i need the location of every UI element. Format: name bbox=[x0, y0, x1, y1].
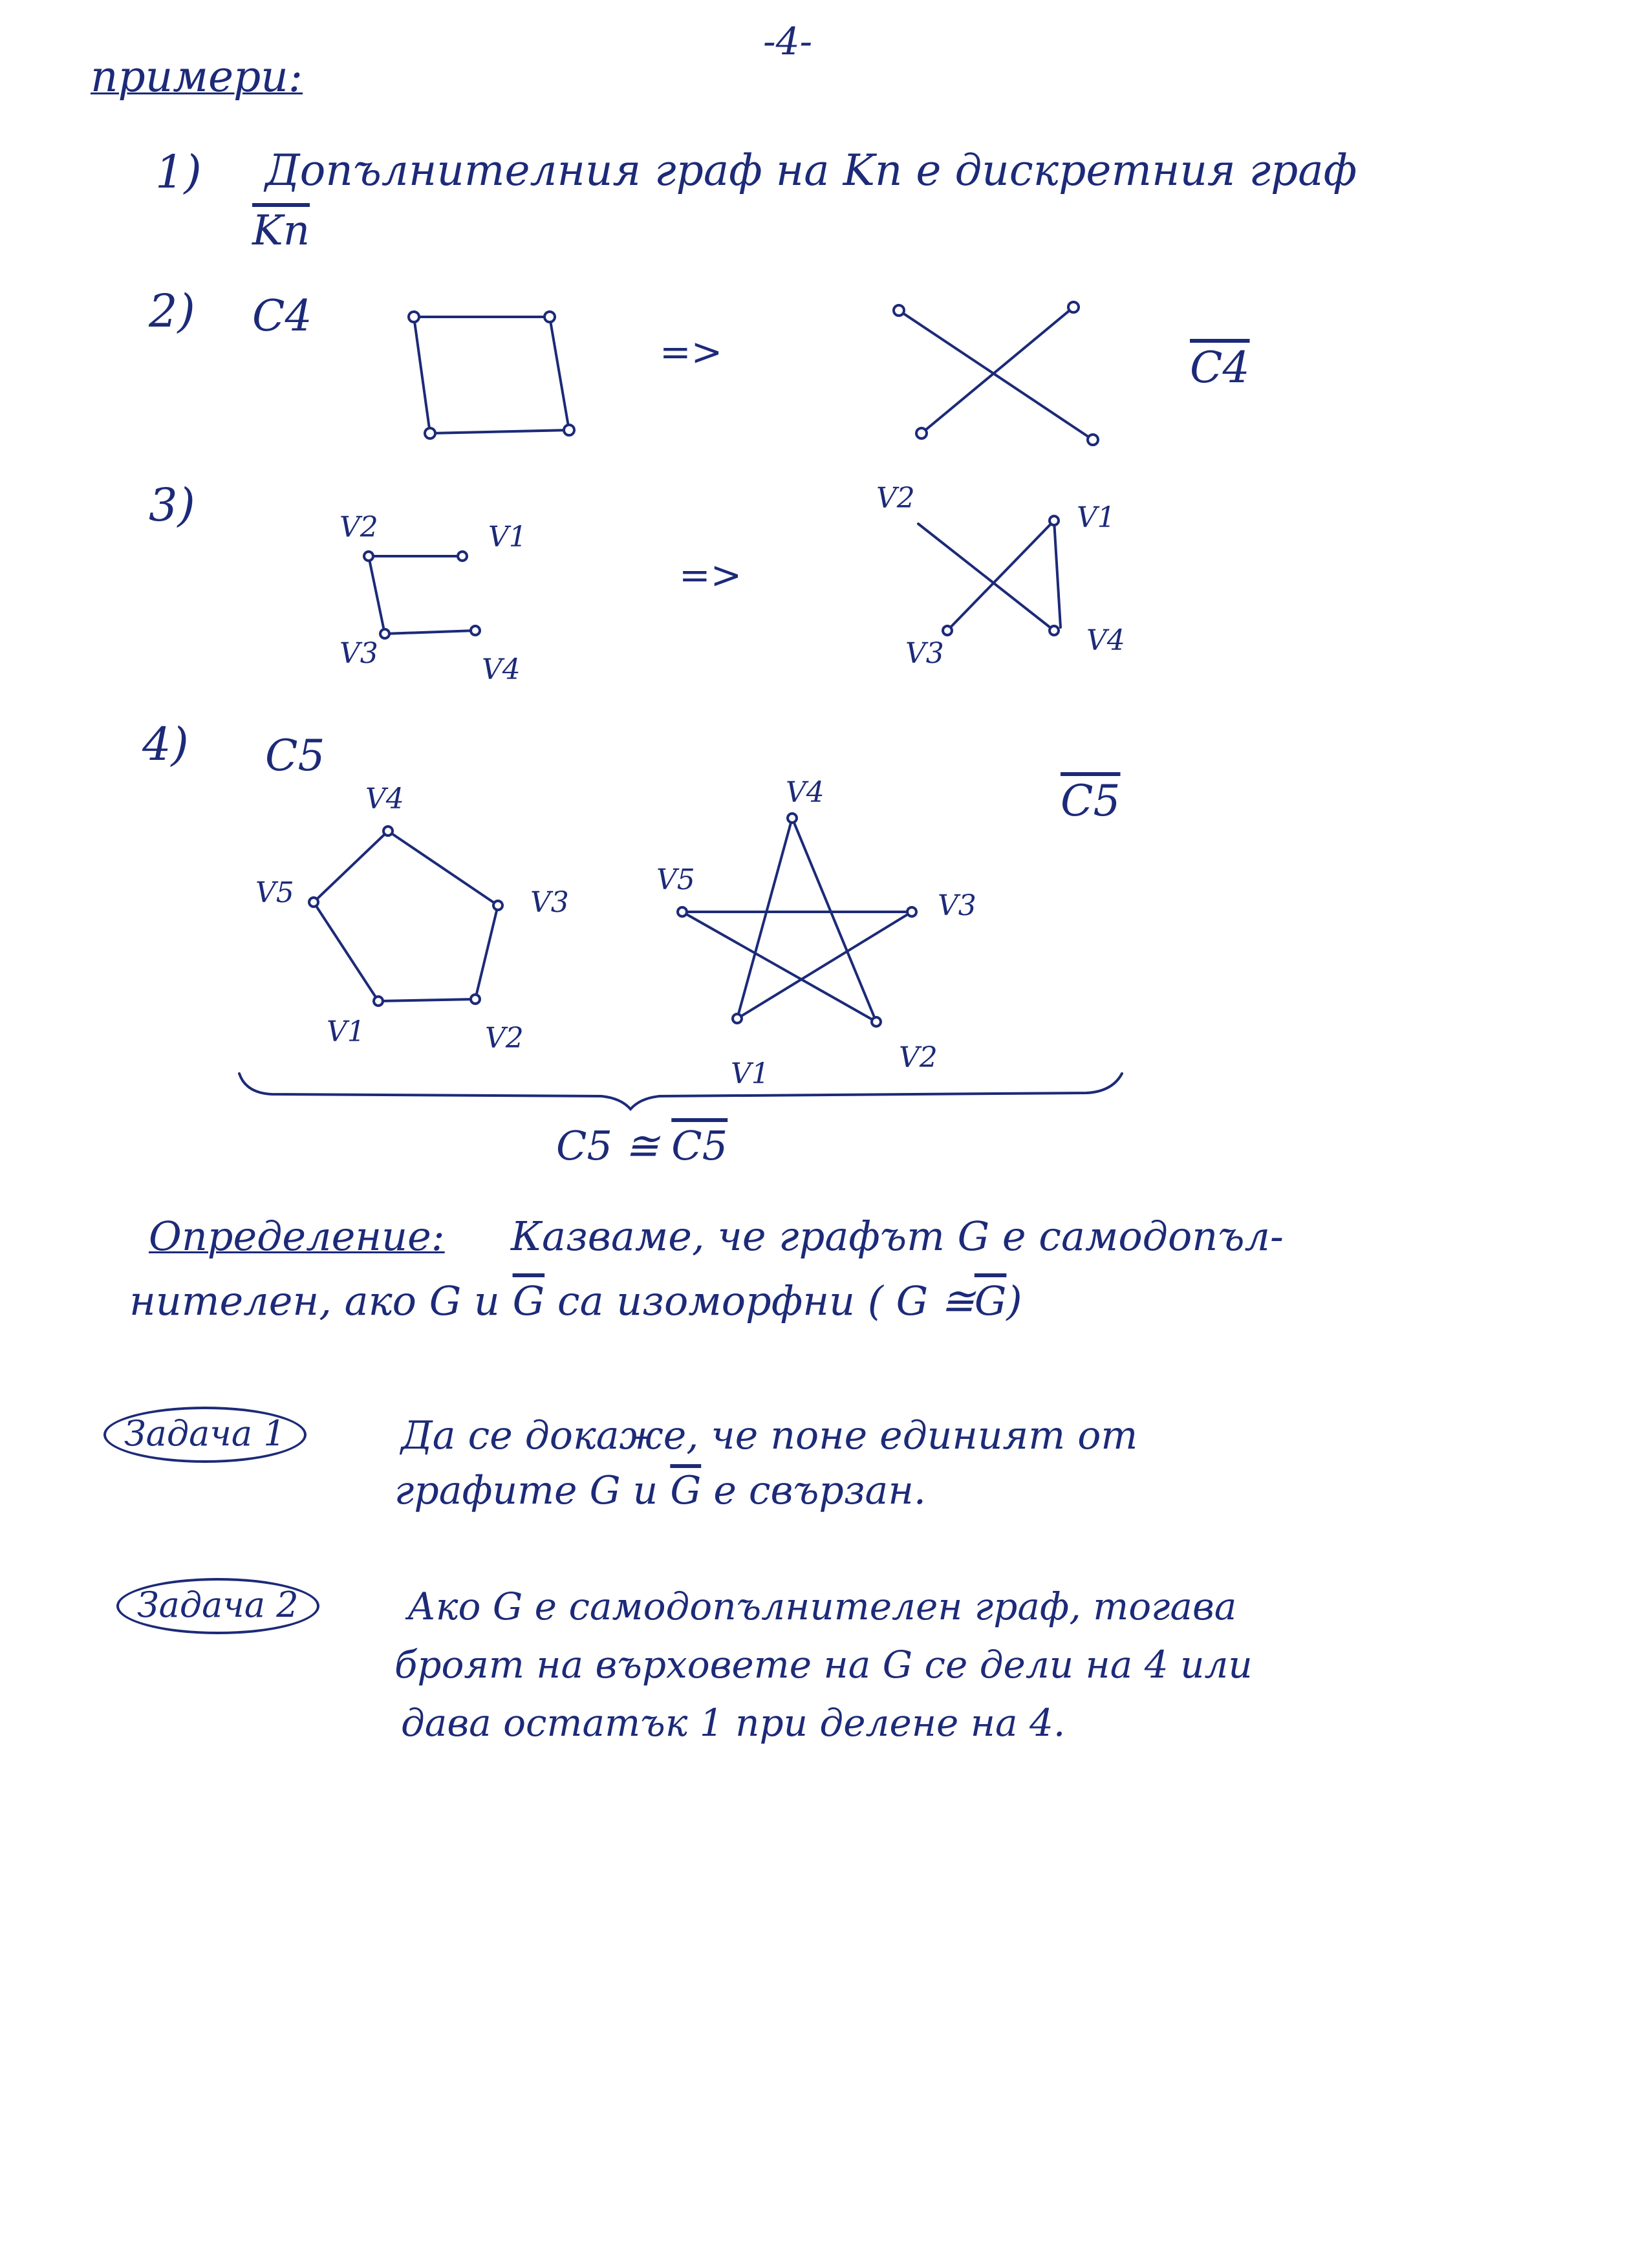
c5-pentagon bbox=[314, 831, 498, 1001]
task1-line2-bar: $\overline{G}$ bbox=[670, 1468, 702, 1513]
c4-square bbox=[414, 317, 569, 433]
ex3-right-label-v1: V1 bbox=[1077, 501, 1116, 534]
task-2-label: Задача 2 bbox=[116, 1578, 319, 1634]
ex4-left-label-v4: V4 bbox=[365, 783, 404, 815]
ex3-left-label-v1: V1 bbox=[488, 521, 527, 554]
ex3-left-edge bbox=[369, 556, 385, 634]
ex4-left-label-v5: V5 bbox=[255, 876, 294, 909]
ex3-left-label-v3: V3 bbox=[339, 637, 378, 670]
def-line2-bar2: $\overline{G}$ bbox=[974, 1277, 1007, 1324]
definition-label: Определение: bbox=[149, 1213, 445, 1260]
def-line2-c: ) bbox=[1006, 1277, 1022, 1324]
task-2-line-3: дава остатък 1 при делене на 4. bbox=[401, 1701, 1066, 1745]
c5-node bbox=[374, 997, 383, 1006]
example-2-arrow: => bbox=[660, 330, 723, 374]
c4-complement-edge bbox=[899, 310, 1093, 440]
ex3-right-label-v4: V4 bbox=[1086, 624, 1125, 657]
c4-complement-node bbox=[1068, 302, 1079, 312]
ex4-right-label-v5: V5 bbox=[656, 863, 695, 896]
ex3-left-node bbox=[458, 552, 467, 561]
curly-brace bbox=[239, 1074, 1122, 1109]
ex4-left-label-v2: V2 bbox=[485, 1022, 524, 1055]
c4-node bbox=[425, 428, 435, 438]
ex4-left-label-v3: V3 bbox=[530, 886, 569, 919]
examples-heading: примери: bbox=[91, 52, 303, 102]
c5-complement-edge bbox=[737, 912, 912, 1019]
c5-complement-edge bbox=[792, 818, 876, 1022]
ex3-right-node bbox=[943, 626, 952, 635]
ex3-right-edge bbox=[918, 524, 1054, 631]
ex4-right-label-v2: V2 bbox=[899, 1041, 938, 1074]
task-1-label: Задача 1 bbox=[103, 1407, 307, 1463]
ex3-right-label-v3: V3 bbox=[905, 637, 944, 670]
ex3-right-label-v2: V2 bbox=[876, 482, 915, 515]
ex3-right-node bbox=[1050, 626, 1059, 635]
def-line2-bar: $\overline{G}$ bbox=[512, 1277, 545, 1324]
example-2-graph-name: C4 bbox=[252, 291, 312, 341]
c5-complement-node bbox=[872, 1017, 881, 1026]
c5-complement-node bbox=[678, 907, 687, 916]
example-4-graph-name: C5 bbox=[265, 731, 325, 781]
c5-complement-node bbox=[907, 907, 916, 916]
example-1-complement-symbol: $\overline{Kn}$ bbox=[252, 207, 310, 255]
page-number: -4- bbox=[763, 19, 813, 63]
ex3-right-edge bbox=[1054, 521, 1061, 627]
c5-complement-node bbox=[733, 1014, 742, 1023]
example-1-text: Допълнителния граф на Kn е дискретния граф bbox=[265, 146, 1357, 195]
ex3-left-node bbox=[380, 629, 389, 638]
c4-node bbox=[564, 425, 574, 435]
ex3-left-label-v4: V4 bbox=[482, 653, 521, 686]
example-3-arrow: => bbox=[679, 553, 742, 597]
caption-left: C5 bbox=[556, 1122, 612, 1169]
c4-complement-node bbox=[1088, 435, 1098, 445]
c5-complement-edge bbox=[737, 818, 792, 1019]
example-4-complement-name: C5 bbox=[1061, 776, 1121, 826]
task-1-line-2 bbox=[394, 1468, 926, 1513]
definition-line-1: Казваме, че графът G е самодопъл- bbox=[511, 1213, 1284, 1260]
c5-complement-node bbox=[788, 814, 797, 823]
definition-line-2 bbox=[129, 1277, 1022, 1324]
example-2-complement-name: C4 bbox=[1190, 343, 1250, 393]
c4-node bbox=[409, 312, 419, 322]
ex3-right-node bbox=[1050, 516, 1059, 525]
c5-node bbox=[383, 826, 393, 836]
task-1-line-1: Да се докаже, че поне единият от bbox=[401, 1413, 1138, 1458]
def-line2-a: нителен, ако G и bbox=[129, 1277, 500, 1324]
def-line2-b: са изоморфни ( G ≅ bbox=[557, 1277, 975, 1324]
task1-line2-b: е свързан. bbox=[713, 1468, 926, 1513]
task-2-line-1: Ако G е самодопълнителен граф, тогава bbox=[407, 1584, 1237, 1628]
c5-node bbox=[493, 901, 502, 910]
task-2-line-2: броят на върховете на G се дели на 4 или bbox=[394, 1643, 1253, 1687]
ex4-right-label-v3: V3 bbox=[938, 889, 976, 922]
c5-node bbox=[309, 898, 318, 907]
ex3-left-edge bbox=[385, 631, 475, 634]
ex3-left-node bbox=[471, 626, 480, 635]
ex4-left-label-v1: V1 bbox=[327, 1015, 365, 1048]
ex3-right-edge bbox=[947, 521, 1054, 631]
ex4-right-label-v1: V1 bbox=[731, 1057, 770, 1090]
example-3-number: 3) bbox=[149, 479, 195, 532]
example-4-number: 4) bbox=[142, 718, 189, 771]
ex3-left-label-v2: V2 bbox=[339, 511, 378, 544]
example-2-number: 2) bbox=[149, 285, 195, 338]
c4-complement-node bbox=[894, 305, 904, 316]
c4-complement-node bbox=[916, 428, 927, 438]
task1-line2-a: графите G и bbox=[394, 1468, 658, 1513]
c4-complement-edge bbox=[921, 307, 1073, 433]
ex3-left-node bbox=[364, 552, 373, 561]
c4-node bbox=[544, 312, 555, 322]
caption-right: C5 bbox=[671, 1122, 728, 1169]
example-1-number: 1) bbox=[155, 146, 202, 199]
ex4-right-label-v4: V4 bbox=[786, 776, 824, 809]
example-4-caption bbox=[556, 1122, 727, 1169]
c5-node bbox=[471, 995, 480, 1004]
caption-eq: ≅ bbox=[625, 1122, 659, 1169]
c5-complement-edge bbox=[682, 912, 876, 1022]
